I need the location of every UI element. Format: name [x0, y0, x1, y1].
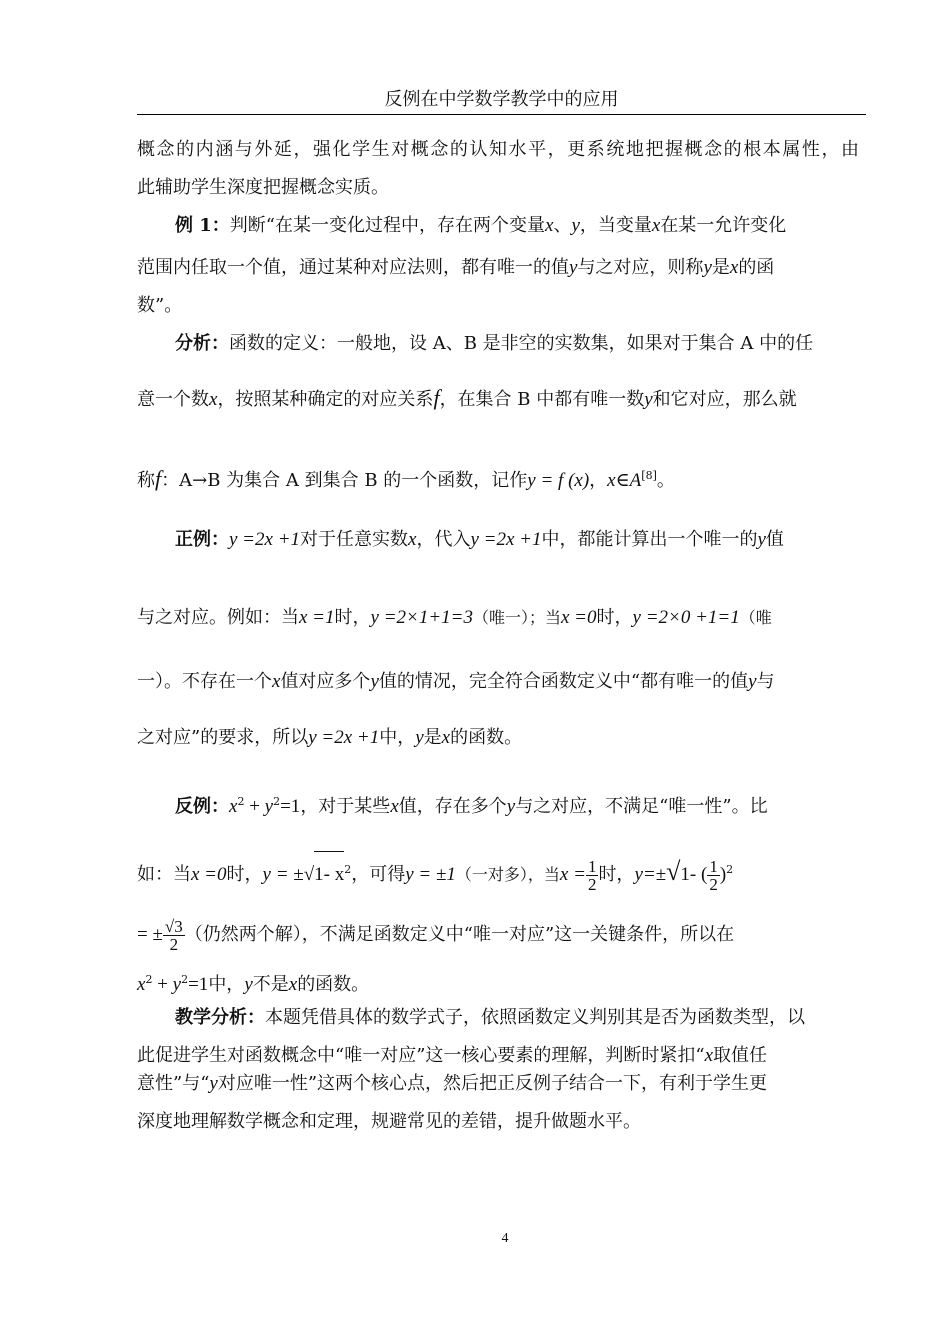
- counter-label: 反例：: [175, 796, 229, 817]
- teaching-label: 教学分析：: [175, 1007, 265, 1028]
- example1-line-1: 例 1：判断“在某一变化过程中，存在两个变量x、y，当变量x在某一允许变化: [175, 215, 787, 236]
- analysis-line-3: 称f：A→B 为集合 A 到集合 B 的一个函数，记作y = f (x)，x∈A[8]。: [137, 466, 675, 491]
- counter-line-1: 反例：$x^2 + y^2=1$，对于某些x值，存在多个y与之对应，不满足“唯一性”。比: [175, 795, 768, 817]
- counter-line-4: $x^2 + y^2=1$中，y不是x的函数。: [137, 973, 370, 995]
- page-header: 反例在中学数学教学中的应用: [384, 89, 619, 110]
- counter-line-2: 如：当x =0时，y = ±√1- $x^2$，可得y = ±1（一对多），当x = $\frac{1}{2}$ 时，y=±√1- ( $\frac{1}{2}$ )$^2$: [137, 848, 859, 892]
- intro-line-2: 此辅助学生深度把握概念实质。: [137, 177, 389, 198]
- analysis-label: 分析：: [175, 333, 229, 354]
- header-rule: [137, 114, 866, 115]
- teaching-line-1: 教学分析：本题凭借具体的数学式子，依照函数定义判别其是否为函数类型，以: [175, 1007, 805, 1028]
- positive-line-1: 正例：y =2x +1对于任意实数x，代入y =2x +1中，都能计算出一个唯一的y值: [175, 529, 784, 550]
- teaching-line-4: 深度地理解数学概念和定理，规避常见的差错，提升做题水平。: [137, 1111, 641, 1132]
- counter-line-3: = ± $\frac{√3}{2}$ （仍然两个解），不满足函数定义中“唯一对应”这一关键条件，所以在: [137, 916, 735, 954]
- example1-line-3: 数”。: [137, 295, 183, 316]
- analysis-line-2: 意一个数x，按照某种确定的对应关系f，在集合 B 中都有唯一数y和它对应，那么就: [137, 385, 797, 410]
- example1-label: 例 1：: [175, 215, 230, 236]
- example1-line-2: 范围内任取一个值，通过某种对应法则，都有唯一的值y与之对应，则称y是x的函: [137, 257, 775, 278]
- positive-line-2: 与之对应。例如：当x =1时，y =2×1+1=3（唯一）；当x =0时，y =2×0 +1=1（唯: [137, 607, 772, 628]
- teaching-line-2: 此促进学生对函数概念中“唯一对应”这一核心要素的理解，判断时紧扣“x取值任: [137, 1045, 768, 1066]
- citation-ref: [8]: [641, 469, 657, 482]
- positive-line-3: 一）。不存在一个x值对应多个y值的情况，完全符合函数定义中“都有唯一的值y与: [137, 671, 775, 692]
- teaching-line-3: 意性”与“y对应唯一性”这两个核心点，然后把正反例子结合一下，有利于学生更: [137, 1073, 768, 1094]
- intro-line-1: 概念的内涵与外延，强化学生对概念的认知水平，更系统地把握概念的根本属性，由: [137, 139, 859, 160]
- positive-label: 正例：: [175, 529, 229, 550]
- page-number: 4: [501, 1231, 509, 1246]
- analysis-line-1: 分析：函数的定义：一般地，设 A、B 是非空的实数集，如果对于集合 A 中的任: [175, 333, 814, 354]
- positive-line-4: 之对应”的要求，所以y =2x +1中，y是x的函数。: [137, 727, 523, 748]
